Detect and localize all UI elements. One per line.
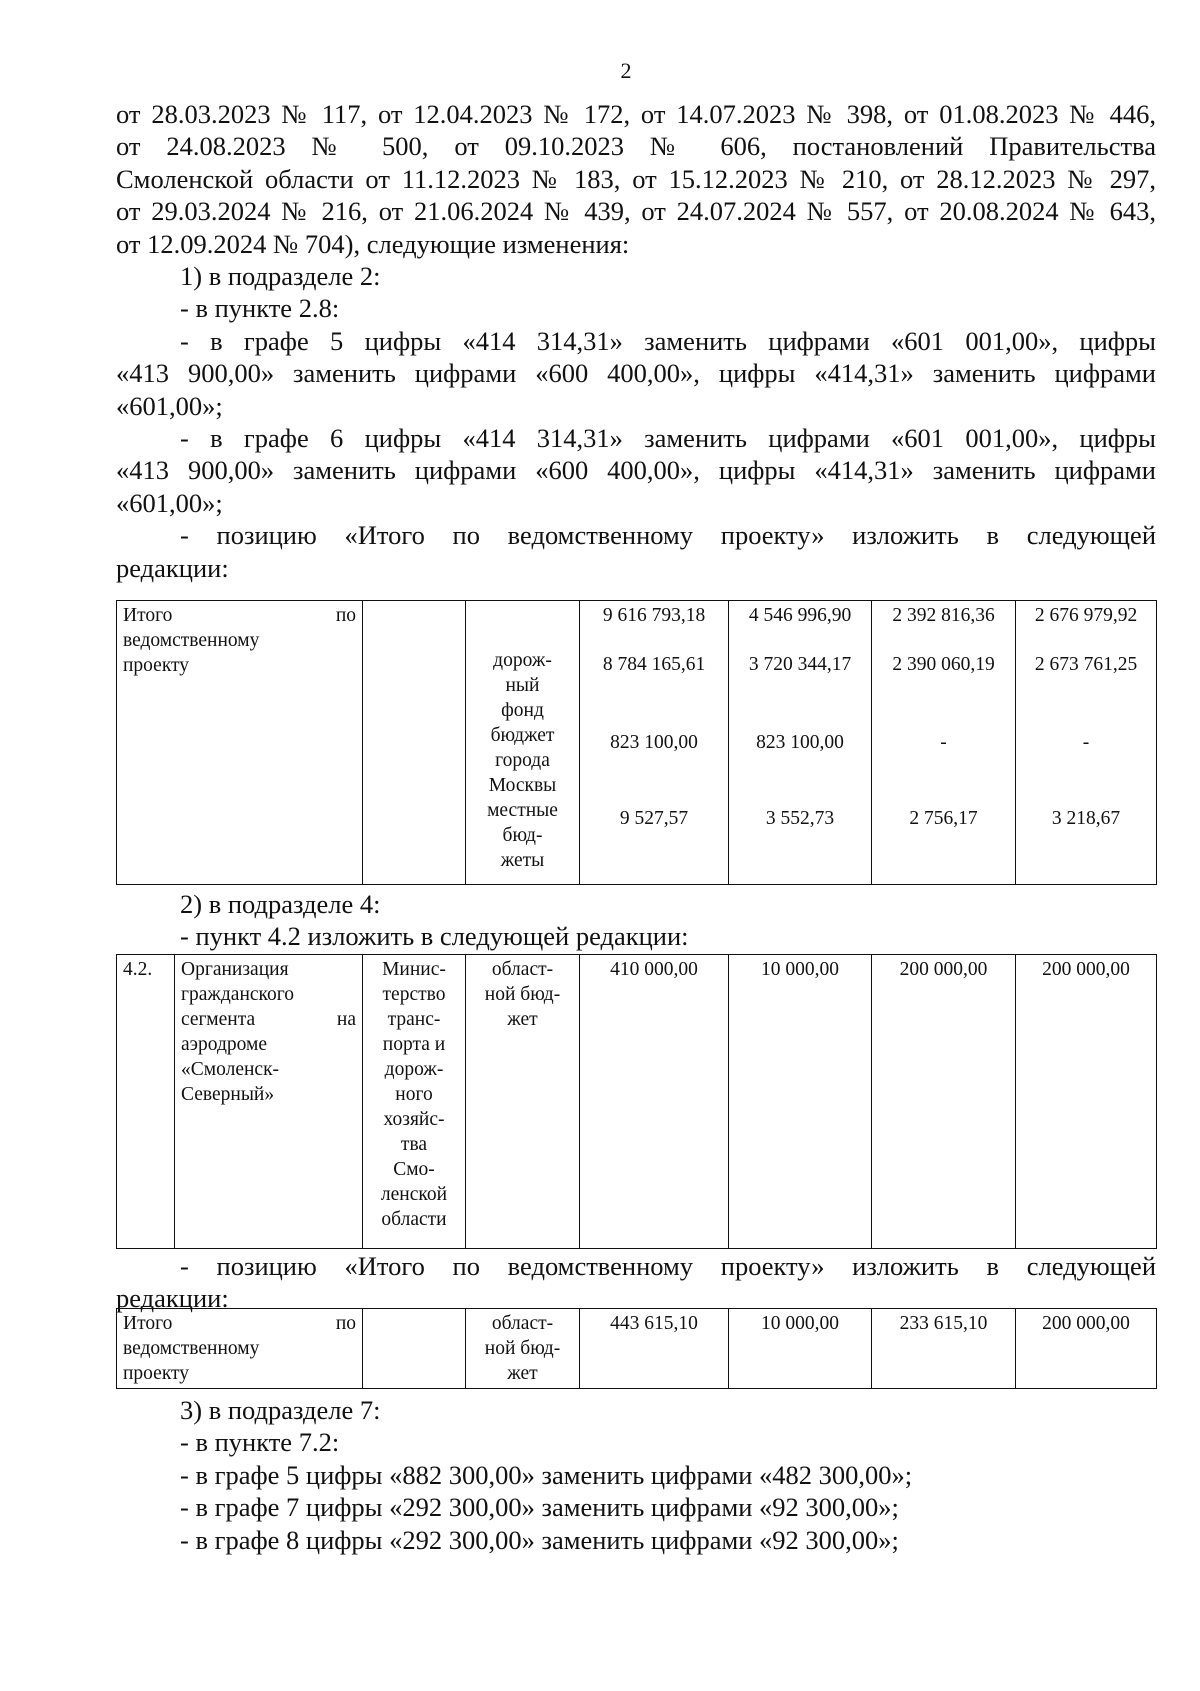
name-word: Итого xyxy=(123,605,173,626)
value: 3 218,67 xyxy=(1051,808,1121,829)
funding-source-cell xyxy=(466,955,580,1249)
col6-cell: 10 000,00 xyxy=(729,1309,872,1389)
value: 9 527,57 xyxy=(619,808,689,829)
executor-line: порта и xyxy=(382,1034,446,1055)
position-total-line: редакции: xyxy=(116,1283,229,1314)
graph5-line: - в графе 5 цифры «414 314,31» заменить цифрами «601 001,00», цифры xyxy=(180,325,1156,356)
item-3-line: - в графе 8 цифры «292 300,00» заменить цифрами «92 300,00»; xyxy=(180,1524,899,1555)
source-line: местные xyxy=(487,800,558,821)
name-word: на xyxy=(336,1009,356,1030)
item-3-line: - в графе 5 цифры «882 300,00» заменить цифрами «482 300,00»; xyxy=(180,1459,913,1490)
source-line: ной бюд- xyxy=(484,1338,561,1359)
executor-cell xyxy=(363,1309,466,1389)
project-name-cell xyxy=(117,1309,363,1389)
executor-line: терство xyxy=(382,984,446,1005)
executor-line: Минис- xyxy=(382,959,446,980)
name-line: ведомственному xyxy=(123,630,260,651)
col7-cell: 233 615,10 xyxy=(872,1309,1016,1389)
value: - xyxy=(1082,732,1090,753)
executor-line: ленской xyxy=(380,1184,448,1205)
name-line: Северный» xyxy=(181,1084,275,1105)
value: 2 673 761,25 xyxy=(1034,654,1138,675)
graph5-line: «601,00»; xyxy=(116,390,223,421)
col8-cell: 200 000,00 xyxy=(1016,1309,1157,1389)
executor-line: области xyxy=(381,1209,447,1230)
name-word: по xyxy=(335,605,356,626)
position-total-line: редакции: xyxy=(116,552,229,583)
executor-line: Смо- xyxy=(393,1159,435,1180)
name-line: «Смоленск- xyxy=(181,1059,280,1080)
col8-cell: 200 000,00 xyxy=(1016,955,1157,1249)
value: 3 552,73 xyxy=(765,808,835,829)
graph6-line: «601,00»; xyxy=(116,487,223,518)
executor-cell xyxy=(363,955,466,1249)
value: 2 756,17 xyxy=(909,808,978,829)
source-line: города xyxy=(495,750,550,771)
executor-line: транс- xyxy=(387,1009,441,1030)
funding-source-cell xyxy=(466,1309,580,1389)
source-line: област- xyxy=(491,1313,554,1334)
executor-cell xyxy=(363,601,466,885)
name-line: ведомственному xyxy=(123,1338,260,1359)
graph5-line: «413 900,00» заменить цифрами «600 400,00», цифры «414,31» заменить цифрами xyxy=(116,358,1156,389)
col6-cell xyxy=(729,601,872,885)
item-3-line: - в графе 7 цифры «292 300,00» заменить цифрами «92 300,00»; xyxy=(180,1492,899,1523)
source-line: Москвы xyxy=(488,775,557,796)
table-project-total-2 xyxy=(116,1308,1157,1389)
item-2-text xyxy=(116,888,1156,953)
intro-text xyxy=(116,98,1156,584)
value: 4 546 996,90 xyxy=(748,605,852,626)
source-line: жет xyxy=(507,1363,538,1384)
col5-cell xyxy=(580,601,729,885)
intro-line: от 12.09.2024 № 704), следующие изменения: xyxy=(116,228,630,259)
name-line: гражданского xyxy=(181,984,295,1005)
source-line: бюджет xyxy=(490,725,555,746)
position-total-2-text xyxy=(116,1250,1156,1315)
name-word: сегмента xyxy=(181,1009,256,1030)
col7-cell xyxy=(872,601,1016,885)
col5-cell: 443 615,10 xyxy=(580,1309,729,1389)
value: 8 784 165,61 xyxy=(602,654,706,675)
name-line: Организация xyxy=(181,959,289,980)
executor-line: дорож- xyxy=(384,1059,444,1080)
page-number: 2 xyxy=(620,58,632,83)
col5-cell: 410 000,00 xyxy=(580,955,729,1249)
graph6-line: «413 900,00» заменить цифрами «600 400,00», цифры «414,31» заменить цифрами xyxy=(116,455,1156,486)
value: 3 720 344,17 xyxy=(748,654,852,675)
name-line: проекту xyxy=(123,655,190,676)
project-name-cell xyxy=(117,601,363,885)
source-line: ный xyxy=(505,675,540,696)
funding-source-cell xyxy=(466,601,580,885)
value: 9 616 793,18 xyxy=(602,605,706,626)
source-line: област- xyxy=(491,959,554,980)
intro-line: от 24.08.2023 № 500, от 09.10.2023 № 606, постановлений Правительства xyxy=(116,131,1156,162)
name-line: аэродроме xyxy=(181,1034,268,1055)
item-number-cell: 4.2. xyxy=(117,955,175,1249)
intro-line: от 29.03.2024 № 216, от 21.06.2024 № 439, от 24.07.2024 № 557, от 20.08.2024 № 643, xyxy=(116,196,1156,227)
source-line: дорож- xyxy=(493,650,552,671)
name-word: Итого xyxy=(123,1313,173,1334)
name-line: проекту xyxy=(123,1363,190,1384)
value: - xyxy=(940,732,947,753)
item-3-text xyxy=(116,1394,1156,1556)
position-total-line: - позицию «Итого по ведомственному проекту» изложить в следующей xyxy=(180,1251,1156,1281)
intro-line: Смоленской области от 11.12.2023 № 183, от 15.12.2023 № 210, от 28.12.2023 № 297, xyxy=(116,163,1156,194)
position-total-line: - позицию «Итого по ведомственному проекту» изложить в следующей xyxy=(180,520,1156,551)
value: 2 390 060,19 xyxy=(892,654,995,675)
graph6-line: - в графе 6 цифры «414 314,31» заменить цифрами «601 001,00», цифры xyxy=(180,423,1156,454)
col6-cell: 10 000,00 xyxy=(729,955,872,1249)
intro-line: от 28.03.2023 № 117, от 12.04.2023 № 172, от 14.07.2023 № 398, от 01.08.2023 № 446, xyxy=(116,99,1156,129)
col8-cell xyxy=(1016,601,1157,885)
table-item-4-2 xyxy=(116,954,1157,1249)
value: 823 100,00 xyxy=(610,732,698,753)
item-2-heading: 2) в подразделе 4: xyxy=(180,889,381,919)
item-1-heading: 1) в подразделе 2: xyxy=(180,261,381,292)
value: 823 100,00 xyxy=(756,732,844,753)
item-1-point: - в пункте 2.8: xyxy=(180,293,340,324)
source-line: фонд xyxy=(501,700,544,721)
col7-cell: 200 000,00 xyxy=(872,955,1016,1249)
executor-line: ного xyxy=(395,1084,433,1105)
item-3-point: - в пункте 7.2: xyxy=(180,1427,340,1458)
source-line: жеты xyxy=(500,850,545,871)
executor-line: тва xyxy=(400,1134,428,1155)
value: 2 676 979,92 xyxy=(1034,605,1138,626)
executor-line: хозяйс- xyxy=(383,1109,445,1130)
source-line: жет xyxy=(507,1009,538,1030)
name-word: по xyxy=(335,1313,356,1334)
source-line: бюд- xyxy=(502,825,543,846)
source-line: ной бюд- xyxy=(484,984,561,1005)
item-3-heading: 3) в подразделе 7: xyxy=(180,1395,381,1425)
table-project-total-1 xyxy=(116,600,1157,885)
value: 2 392 816,36 xyxy=(892,605,995,626)
item-2-point: - пункт 4.2 изложить в следующей редакции: xyxy=(180,921,689,952)
item-name-cell xyxy=(175,955,363,1249)
